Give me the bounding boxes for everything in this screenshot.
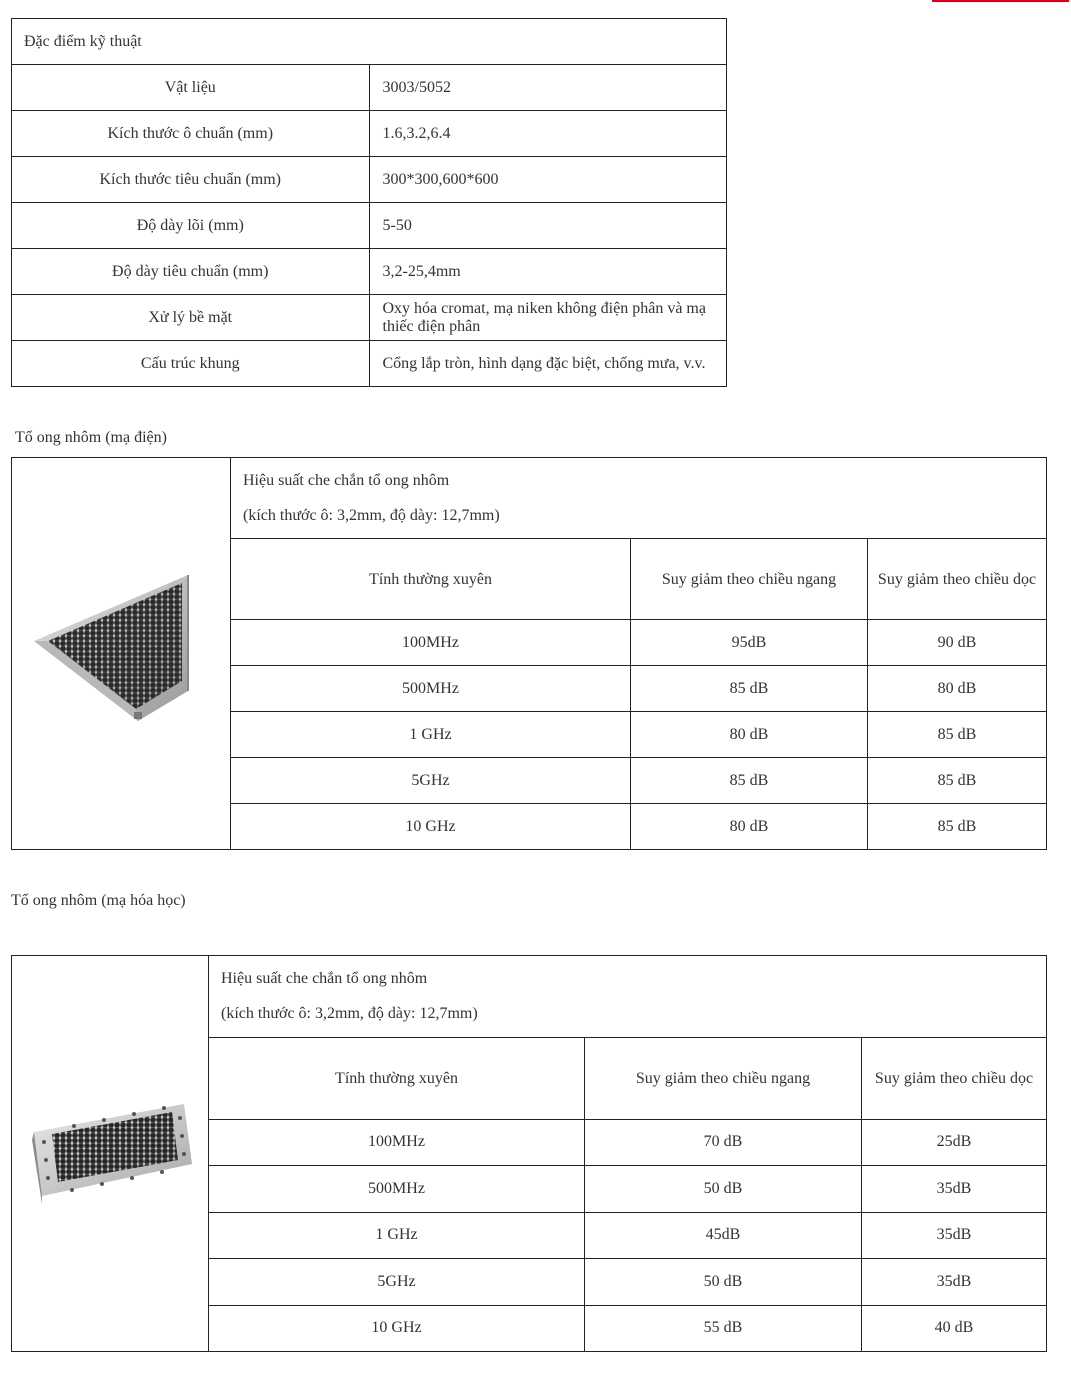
spec-label: Độ dày tiêu chuẩn (mm) (12, 249, 370, 295)
section-title-electroplated: Tổ ong nhôm (mạ điện) (15, 429, 167, 446)
spec-label: Kích thước tiêu chuẩn (mm) (12, 157, 370, 203)
spec-value: 3,2-25,4mm (369, 249, 727, 295)
frequency-cell: 10 GHz (209, 1305, 585, 1352)
column-header-frequency: Tính thường xuyên (231, 539, 631, 620)
spec-label: Xử lý bề mặt (12, 295, 370, 341)
frequency-cell: 5GHz (231, 758, 631, 804)
shielding-table-electroplated (11, 457, 1047, 850)
product-image-cell (12, 458, 231, 850)
vertical-attenuation-cell: 85 dB (868, 758, 1047, 804)
horizontal-attenuation-cell: 70 dB (585, 1119, 862, 1165)
section-title-chemical: Tổ ong nhôm (mạ hóa học) (11, 892, 186, 909)
spec-label: Cấu trúc khung (12, 341, 370, 387)
horizontal-attenuation-cell: 45dB (585, 1212, 862, 1258)
column-header-vertical: Suy giảm theo chiều dọc (862, 1037, 1047, 1119)
spec-label: Vật liệu (12, 65, 370, 111)
vertical-attenuation-cell: 85 dB (868, 712, 1047, 758)
shielding-description-line1: Hiệu suất che chắn tổ ong nhôm (221, 970, 428, 988)
shielding-description (209, 956, 1047, 1038)
frequency-cell: 1 GHz (231, 712, 631, 758)
shielding-description-line2: (kích thước ô: 3,2mm, độ dày: 12,7mm) (243, 507, 500, 524)
table-row (12, 956, 1047, 1038)
frequency-cell: 100MHz (231, 620, 631, 666)
frequency-cell: 500MHz (209, 1166, 585, 1212)
frequency-cell: 100MHz (209, 1119, 585, 1165)
horizontal-attenuation-cell: 80 dB (631, 804, 868, 850)
frequency-cell: 1 GHz (209, 1212, 585, 1258)
spec-table-header: Đặc điểm kỹ thuật (12, 19, 727, 65)
table-row (12, 458, 1047, 539)
spec-label: Kích thước ô chuẩn (mm) (12, 111, 370, 157)
shielding-description-line1: Hiệu suất che chắn tổ ong nhôm (243, 472, 450, 489)
vertical-attenuation-cell: 80 dB (868, 666, 1047, 712)
spec-value: 3003/5052 (369, 65, 727, 111)
spec-value: 300*300,600*600 (369, 157, 727, 203)
shielding-description-line2: (kích thước ô: 3,2mm, độ dày: 12,7mm) (221, 1005, 478, 1023)
product-image-cell (12, 956, 209, 1352)
spec-value: Cổng lắp tròn, hình dạng đặc biệt, chống mưa, v.v. (369, 341, 727, 387)
top-accent-line (932, 0, 1069, 2)
table-row (12, 111, 727, 157)
table-row (12, 157, 727, 203)
table-row (12, 65, 727, 111)
table-row (12, 341, 727, 387)
table-row (12, 203, 727, 249)
column-header-horizontal: Suy giảm theo chiều ngang (631, 539, 868, 620)
vertical-attenuation-cell: 35dB (862, 1259, 1047, 1305)
column-header-horizontal: Suy giảm theo chiều ngang (585, 1037, 862, 1119)
vertical-attenuation-cell: 90 dB (868, 620, 1047, 666)
table-row (12, 295, 727, 341)
column-header-frequency: Tính thường xuyên (209, 1037, 585, 1119)
horizontal-attenuation-cell: 50 dB (585, 1166, 862, 1212)
frequency-cell: 500MHz (231, 666, 631, 712)
shielding-description (231, 458, 1047, 539)
vertical-attenuation-cell: 40 dB (862, 1305, 1047, 1352)
spec-table (11, 18, 727, 387)
vertical-attenuation-cell: 25dB (862, 1119, 1047, 1165)
frequency-cell: 10 GHz (231, 804, 631, 850)
shielding-table-chemical (11, 955, 1047, 1352)
vertical-attenuation-cell: 35dB (862, 1166, 1047, 1212)
spec-label: Độ dày lõi (mm) (12, 203, 370, 249)
spec-value: Oxy hóa cromat, mạ niken không điện phân và mạ thiếc điện phân (369, 295, 727, 341)
horizontal-attenuation-cell: 85 dB (631, 666, 868, 712)
vertical-attenuation-cell: 85 dB (868, 804, 1047, 850)
horizontal-attenuation-cell: 95dB (631, 620, 868, 666)
horizontal-attenuation-cell: 55 dB (585, 1305, 862, 1352)
horizontal-attenuation-cell: 85 dB (631, 758, 868, 804)
table-row (12, 249, 727, 295)
vertical-attenuation-cell: 35dB (862, 1212, 1047, 1258)
horizontal-attenuation-cell: 80 dB (631, 712, 868, 758)
spec-value: 1.6,3.2,6.4 (369, 111, 727, 157)
spec-value: 5-50 (369, 203, 727, 249)
table-row (12, 19, 727, 65)
honeycomb-panel-image (12, 459, 231, 849)
column-header-vertical: Suy giảm theo chiều dọc (868, 539, 1047, 620)
frequency-cell: 5GHz (209, 1259, 585, 1305)
honeycomb-panel-image (12, 956, 209, 1351)
horizontal-attenuation-cell: 50 dB (585, 1259, 862, 1305)
